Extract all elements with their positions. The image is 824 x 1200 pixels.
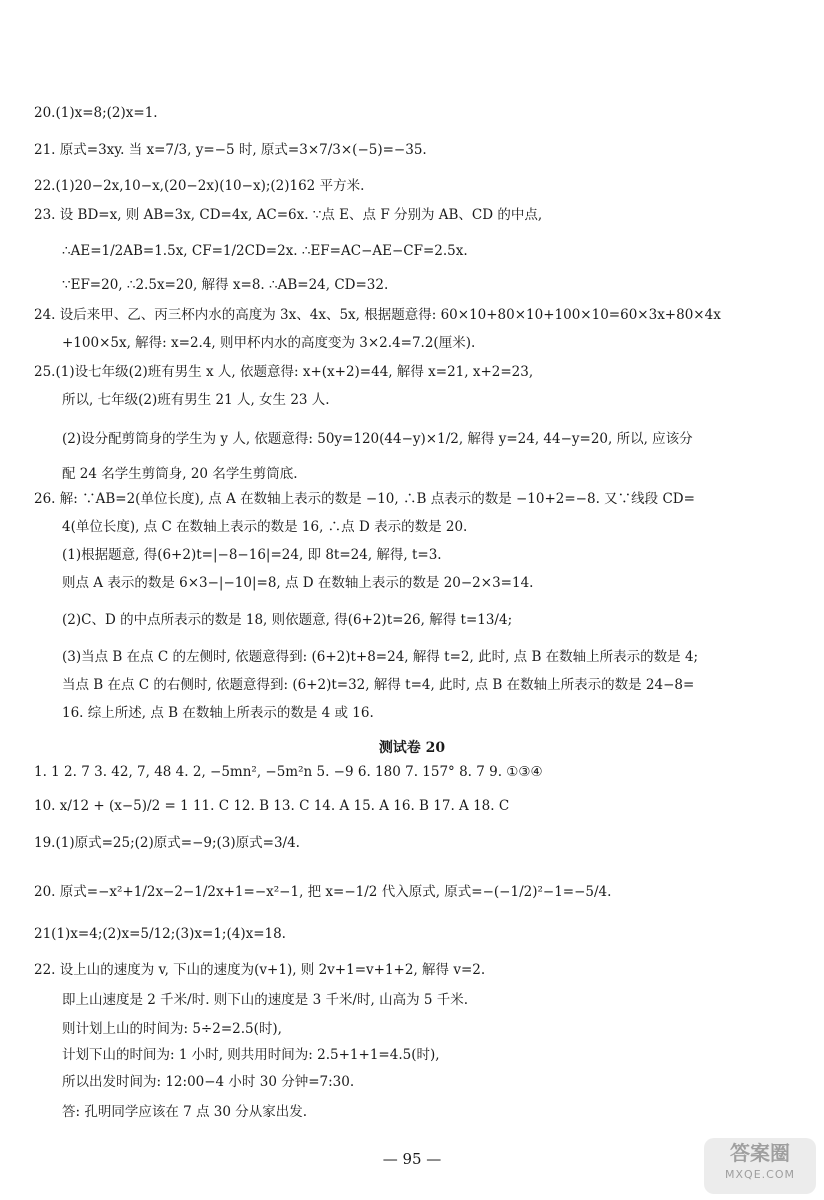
answer-line: 配 24 名学生剪筒身, 20 名学生剪筒底. [62, 466, 298, 482]
answer-line: 22. 设上山的速度为 v, 下山的速度为(v+1), 则 2v+1=v+1+2, 解得 v=2. [34, 962, 486, 978]
answer-line: 21(1)x=4;(2)x=5/12;(3)x=1;(4)x=18. [34, 926, 286, 942]
answer-line: (1)根据题意, 得(6+2)t=|−8−16|=24, 即 8t=24, 解得, t=3. [62, 547, 442, 563]
answer-line: 4(单位长度), 点 C 在数轴上表示的数是 16, ∴点 D 表示的数是 20. [62, 519, 468, 535]
answer-line: 25.(1)设七年级(2)班有男生 x 人, 依题意得: x+(x+2)=44, 解得 x=21, x+2=23, [34, 364, 534, 380]
answer-line: +100×5x, 解得: x=2.4, 则甲杯内水的高度变为 3×2.4=7.2(厘米). [62, 335, 476, 351]
answer-line: 19.(1)原式=25;(2)原式=−9;(3)原式=3/4. [34, 835, 300, 851]
answer-line: (2)设分配剪筒身的学生为 y 人, 依题意得: 50y=120(44−y)×1/2, 解得 y=24, 44−y=20, 所以, 应该分 [62, 431, 693, 447]
watermark-logo [704, 1138, 816, 1194]
answer-line: (3)当点 B 在点 C 的左侧时, 依题意得到: (6+2)t+8=24, 解得 t=2, 此时, 点 B 在数轴上所表示的数是 4; [62, 649, 699, 665]
answer-line: 计划下山的时间为: 1 小时, 则共用时间为: 2.5+1+1=4.5(时), [62, 1047, 440, 1063]
answer-line: 16. 综上所述, 点 B 在数轴上所表示的数是 4 或 16. [62, 705, 374, 721]
answer-line: 21. 原式=3xy. 当 x=7/3, y=−5 时, 原式=3×7/3×(−5)=−35. [34, 142, 427, 158]
answer-line: 24. 设后来甲、乙、丙三杯内水的高度为 3x、4x、5x, 根据题意得: 60×10+80×10+100×10=60×3x+80×4x [34, 307, 721, 323]
answer-line: 23. 设 BD=x, 则 AB=3x, CD=4x, AC=6x. ∵点 E、点 F 分别为 AB、CD 的中点, [34, 207, 543, 223]
answer-line: 答: 孔明同学应该在 7 点 30 分从家出发. [62, 1104, 308, 1120]
answer-line: 1. 1 2. 7 3. 42, 7, 48 4. 2, −5mn², −5m²n 5. −9 6. 180 7. 157° 8. 7 9. ①③④ [34, 764, 543, 780]
answer-line: 则点 A 表示的数是 6×3−|−10|=8, 点 D 在数轴上表示的数是 20−2×3=14. [62, 575, 534, 591]
answer-line: 20.(1)x=8;(2)x=1. [34, 105, 158, 121]
answer-line: 则计划上山的时间为: 5÷2=2.5(时), [62, 1021, 282, 1037]
answer-line: (2)C、D 的中点所表示的数是 18, 则依题意, 得(6+2)t=26, 解得 t=13/4; [62, 612, 513, 628]
answer-line: 即上山速度是 2 千米/时. 则下山的速度是 3 千米/时, 山高为 5 千米. [62, 992, 469, 1008]
watermark-url: MXQE.COM [725, 1168, 795, 1181]
section-title: 测试卷 20 [378, 740, 446, 756]
answer-line: 所以出发时间为: 12:00−4 小时 30 分钟=7:30. [62, 1074, 355, 1090]
answer-line: ∵EF=20, ∴2.5x=20, 解得 x=8. ∴AB=24, CD=32. [62, 277, 389, 293]
answer-line: 22.(1)20−2x,10−x,(20−2x)(10−x);(2)162 平方米. [34, 178, 365, 194]
answer-line: 20. 原式=−x²+1/2x−2−1/2x+1=−x²−1, 把 x=−1/2 代入原式, 原式=−(−1/2)²−1=−5/4. [34, 884, 612, 900]
answer-line: 26. 解: ∵AB=2(单位长度), 点 A 在数轴上表示的数是 −10, ∴B 点表示的数是 −10+2=−8. 又∵线段 CD= [34, 491, 695, 507]
answer-line: 当点 B 在点 C 的右侧时, 依题意得到: (6+2)t=32, 解得 t=4, 此时, 点 B 在数轴上所表示的数是 24−8= [62, 677, 695, 693]
answer-line: 10. x/12 + (x−5)/2 = 1 11. C 12. B 13. C 14. A 15. A 16. B 17. A 18. C [34, 798, 510, 814]
answer-line: ∴AE=1/2AB=1.5x, CF=1/2CD=2x. ∴EF=AC−AE−CF=2.5x. [62, 243, 468, 259]
page-number: — 95 — [382, 1150, 442, 1168]
watermark-text: 答案圈 [730, 1141, 790, 1165]
answer-line: 所以, 七年级(2)班有男生 21 人, 女生 23 人. [62, 392, 330, 408]
